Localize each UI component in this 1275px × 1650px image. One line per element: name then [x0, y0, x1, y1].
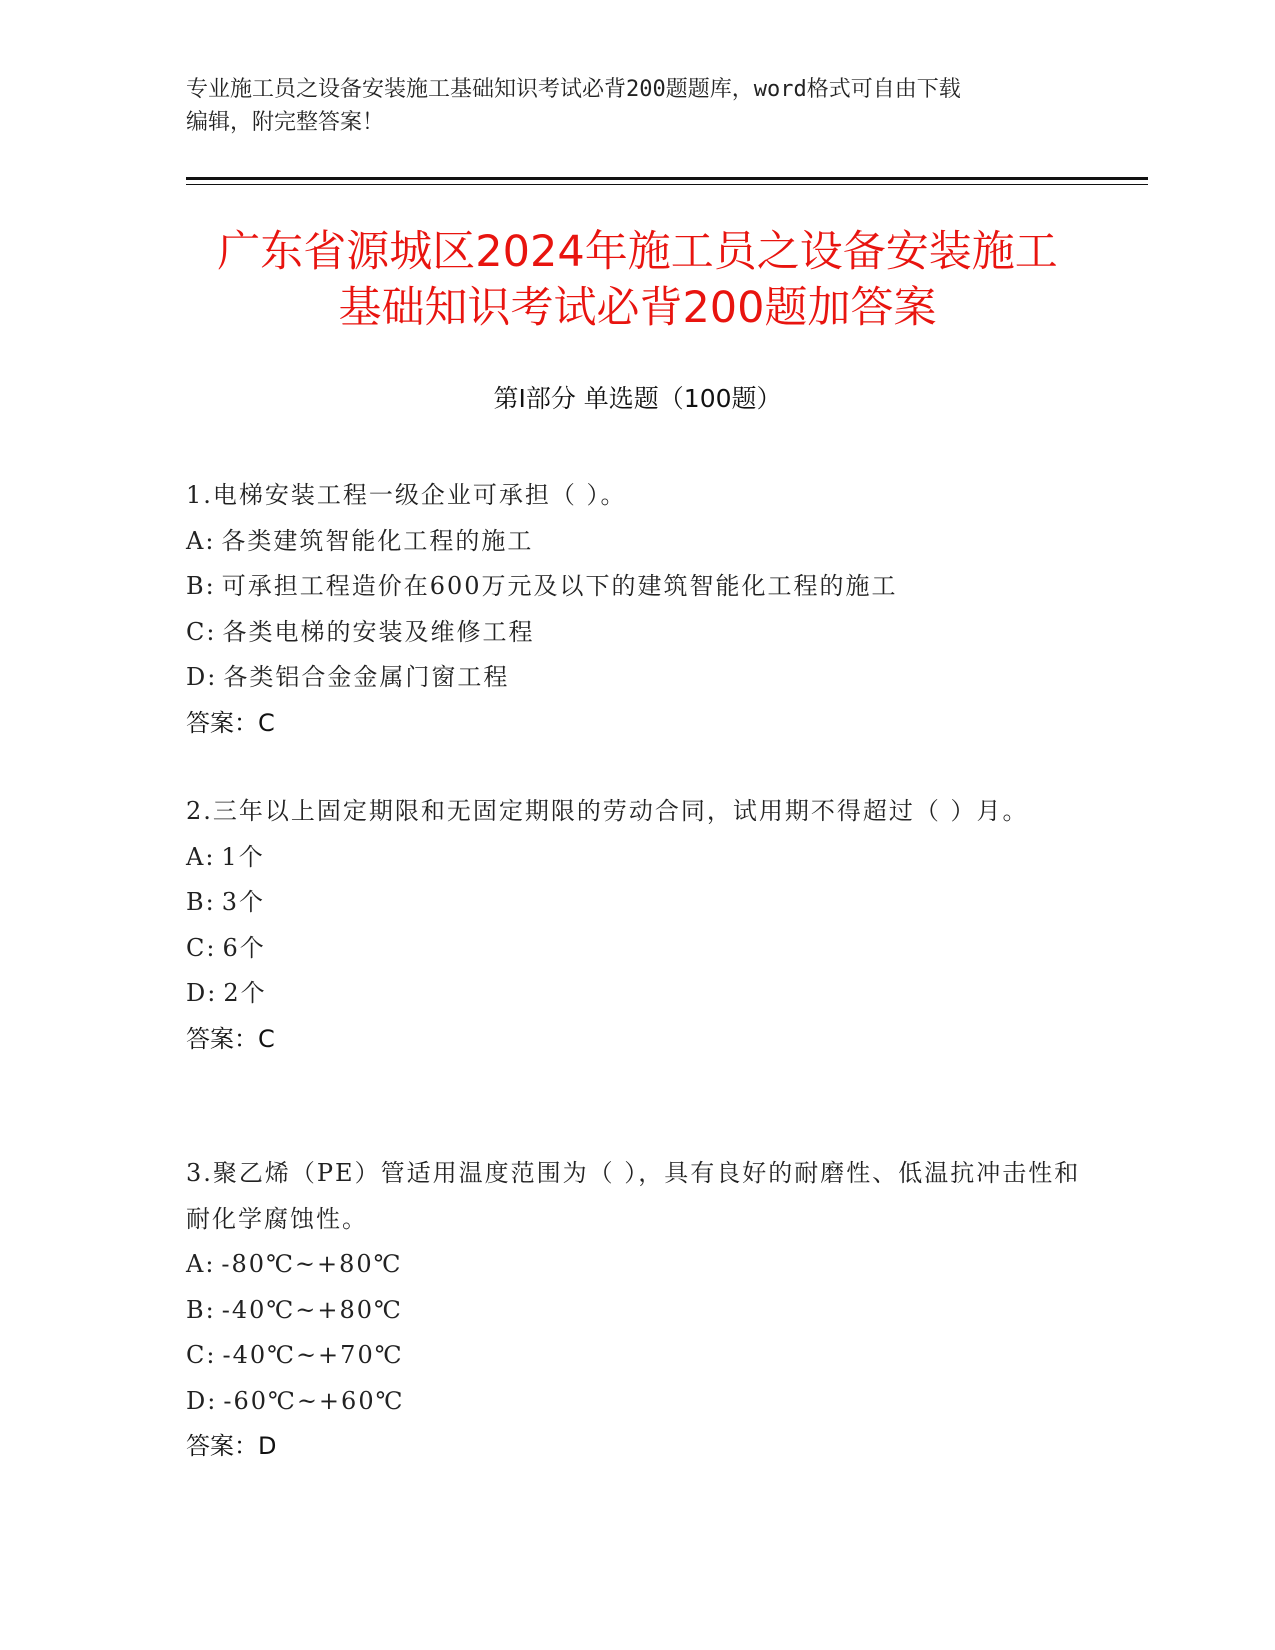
option-c	[186, 1333, 1086, 1379]
option-text: 各类建筑智能化工程的施工	[221, 526, 534, 555]
option-letter: A:	[186, 1250, 216, 1278]
option-b	[186, 564, 1086, 610]
option-b	[186, 880, 1086, 926]
question-1	[186, 473, 1086, 746]
option-letter: D:	[186, 979, 218, 1007]
option-text: 各类电梯的安装及维修工程	[222, 617, 535, 646]
option-letter: D:	[186, 663, 218, 691]
question-3	[186, 1151, 1086, 1470]
option-c	[186, 926, 1086, 972]
question-stem: 2.三年以上固定期限和无固定期限的劳动合同，试用期不得超过（ ）月。	[186, 797, 1029, 825]
header-rule-thick	[186, 177, 1148, 180]
title-line1: 广东省源城区2024年施工员之设备安装施工	[217, 227, 1058, 277]
option-letter: A:	[186, 526, 216, 555]
option-d	[186, 655, 1086, 701]
option-letter: B:	[186, 888, 216, 916]
answer: 答案：D	[186, 1432, 277, 1460]
option-text: 2个	[223, 979, 267, 1007]
option-letter: B:	[186, 572, 216, 600]
option-letter: C:	[186, 617, 217, 646]
option-b	[186, 1288, 1086, 1334]
header-rule-thin	[186, 184, 1148, 185]
header-note	[186, 73, 1086, 139]
option-letter: C:	[186, 1341, 217, 1369]
option-a	[186, 519, 1086, 565]
option-d	[186, 1379, 1086, 1425]
option-text: 各类铝合金金属门窗工程	[223, 663, 510, 691]
header-note-line2: 编辑，附完整答案！	[186, 110, 385, 135]
question-2	[186, 789, 1086, 1062]
option-letter: A:	[186, 842, 216, 871]
title-line2: 基础知识考试必背200题加答案	[338, 283, 937, 333]
option-a	[186, 1242, 1086, 1288]
header-note-line1: 专业施工员之设备安装施工基础知识考试必背200题题库，word格式可自由下载	[186, 77, 961, 102]
option-text: 1个	[221, 842, 265, 871]
question-stem: 3.聚乙烯（PE）管适用温度范围为（ ），具有良好的耐磨性、低温抗冲击性和耐化学腐蚀性。	[186, 1159, 1081, 1233]
option-letter: D:	[186, 1386, 218, 1415]
option-text: -60℃~+60℃	[223, 1386, 405, 1415]
option-text: -40℃~+70℃	[222, 1341, 404, 1369]
option-d	[186, 971, 1086, 1017]
option-text: 可承担工程造价在600万元及以下的建筑智能化工程的施工	[221, 572, 898, 600]
option-text: 6个	[222, 933, 266, 962]
question-stem: 1.电梯安装工程一级企业可承担（ ）。	[186, 481, 627, 509]
option-a	[186, 835, 1086, 881]
option-text: -40℃~+80℃	[221, 1295, 403, 1324]
option-text: 3个	[221, 888, 266, 916]
option-letter: C:	[186, 933, 217, 962]
option-letter: B:	[186, 1295, 216, 1324]
document-title	[150, 224, 1125, 336]
option-c	[186, 610, 1086, 656]
answer: 答案：C	[186, 708, 275, 737]
option-text: -80℃~+80℃	[221, 1250, 403, 1278]
answer: 答案：C	[186, 1024, 275, 1053]
section-title: 第Ⅰ部分 单选题（100题）	[493, 384, 782, 413]
